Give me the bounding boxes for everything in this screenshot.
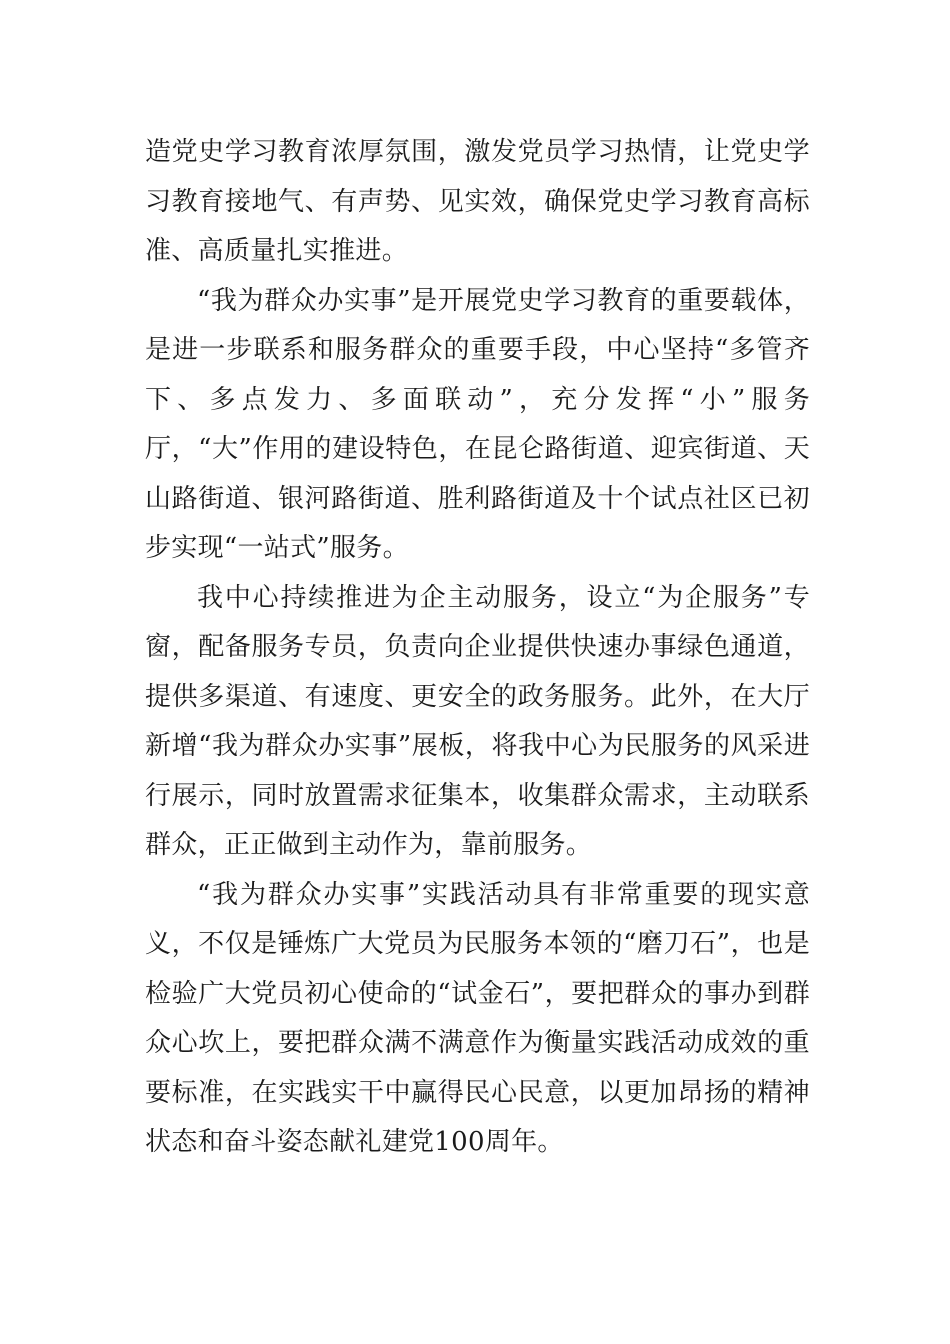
paragraph-significance: “我为群众办实事”实践活动具有非常重要的现实意义，不仅是锤炼广大党员为民服务本领的“磨刀石”，也是检验广大党员初心使命的“试金石”，要把群众的事办到群众心坎上，要把群众满不满意作为衡量实践活动成效的重要标准，在实践实干中赢得民心民意，以更加昂扬的精神状态和奋斗姿态献礼建党100周年。 [145, 879, 810, 1157]
paragraph-enterprise-service: 我中心持续推进为企主动服务，设立“为企服务”专窗，配备服务专员，负责向企业提供快速办事绿色通道，提供多渠道、有速度、更安全的政务服务。此外，在大厅新增“我为群众办实事”展板，将我中心为民服务的风采进行展示，同时放置需求征集本，收集群众需求，主动联系群众，正正做到主动作为，靠前服务。 [145, 582, 810, 860]
paragraph-service-carrier: “我为群众办实事”是开展党史学习教育的重要载体，是进一步联系和服务群众的重要手段，中心坚持“多管齐下、多点发力、多面联动”，充分发挥“小”服务厅，“大”作用的建设特色，在昆仑路街道、迎宾街道、天山路街道、银河路街道、胜利路街道及十个试点社区已初步实现“一站式”服务。 [145, 285, 810, 563]
paragraph-continuation: 造党史学习教育浓厚氛围，激发党员学习热情，让党史学习教育接地气、有声势、见实效，确保党史学习教育高标准、高质量扎实推进。 [145, 137, 810, 266]
document-body [145, 128, 810, 1168]
